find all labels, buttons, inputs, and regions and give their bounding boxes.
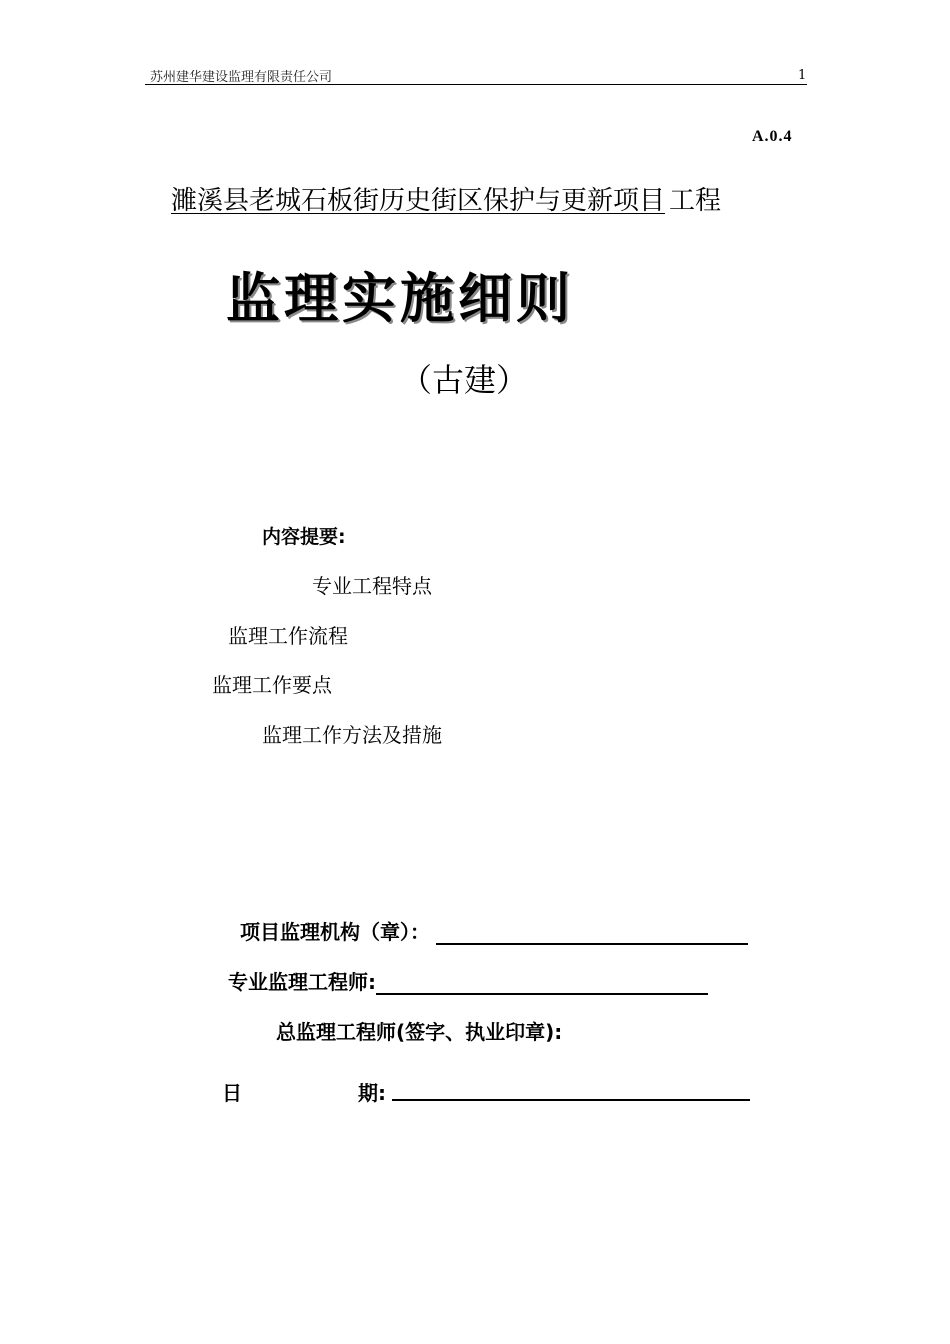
header-company-name: 苏州建华建设监理有限责任公司 (150, 70, 333, 85)
agency-seal-row (240, 916, 748, 945)
date-label: 日 (222, 1081, 242, 1105)
chief-signature-row (276, 1016, 562, 1045)
summary-item: 监理工作方法及措施 (262, 723, 442, 747)
summary-item: 监理工作要点 (212, 673, 332, 697)
engineer-signature-blank (376, 973, 708, 995)
project-suffix: 工程 (669, 186, 722, 216)
header-divider (145, 84, 807, 85)
header-page-number: 1 (798, 68, 807, 83)
document-code: A.0.4 (752, 128, 793, 145)
summary-label: 内容提要: (262, 526, 346, 548)
document-title: 监理实施细则 (226, 267, 574, 330)
date-blank (392, 1079, 750, 1101)
date-label-suffix: 期: (358, 1081, 386, 1105)
agency-seal-label: 项目监理机构（章）： (240, 920, 430, 944)
chief-signature-label: 总监理工程师(签字、执业印章): (276, 1020, 563, 1044)
project-name: 濉溪县老城石板街历史街区保护与更新项目 (171, 186, 666, 216)
project-title-line (165, 180, 721, 217)
engineer-signature-row (228, 966, 708, 995)
agency-seal-blank (436, 923, 748, 945)
summary-item: 监理工作流程 (228, 624, 348, 648)
document-subtitle: （古建） (400, 361, 529, 399)
summary-item: 专业工程特点 (312, 574, 432, 598)
engineer-signature-label: 专业监理工程师: (228, 970, 376, 994)
